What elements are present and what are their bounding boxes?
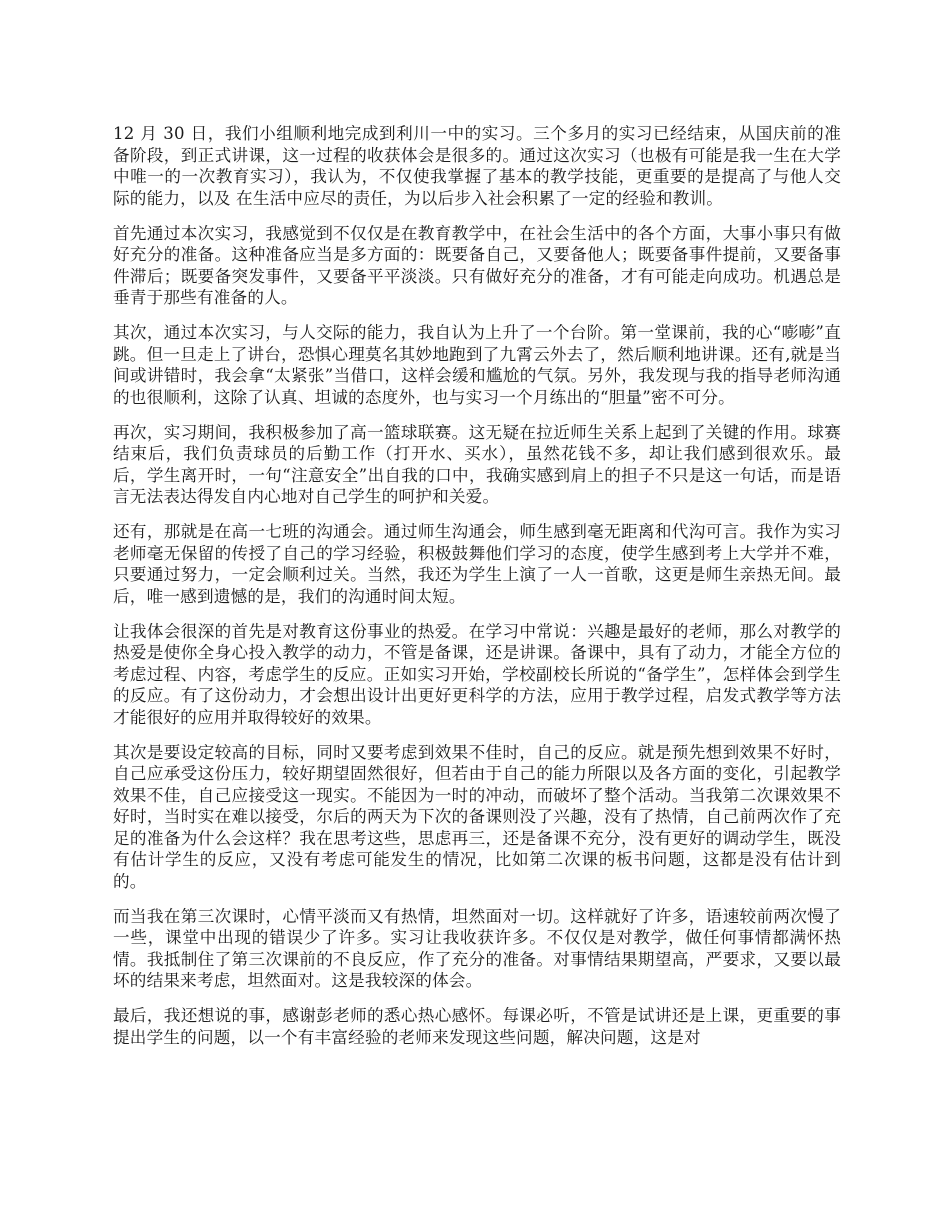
paragraph-7: 其次是要设定较高的目标，同时又要考虑到效果不佳时，自己的反应。就是预先想到效果不好时，自己应承受这份压力，较好期望固然很好，但若由于自己的能力所限以及各方面的变化，引起教学效果不佳，自己应接受这一现实。不能因为一时的冲动，而破坏了整个活动。当我第二次课效果不好时，当时实在难以接受，尔后的两天为下次的备课则没了兴趣，没有了热情，自己前两次作了充足的准备为什么会这样？我在思考这些，思虑再三，还是备课不充分，没有更好的调动学生，既没有估计学生的反应，又没有考虑可能发生的情况，比如第二次课的板书问题，这都是没有估计到的。 [113,742,841,891]
paragraph-1: 12 月 30 日，我们小组顺利地完成到利川一中的实习。三个多月的实习已经结束，从国庆前的准备阶段，到正式讲课，这一过程的收获体会是很多的。通过这次实习（也极有可能是我一生在大学中唯一的一次教育实习），我认为，不仅使我掌握了基本的教学技能，更重要的是提高了与他人交际的能力，以及 在生活中应尽的责任，为以后步入社会积累了一定的经验和教训。 [113,124,841,208]
paragraph-2: 首先通过本次实习，我感觉到不仅仅是在教育教学中，在社会生活中的各个方面，大事小事只有做好充分的准备。这种准备应当是多方面的：既要备自己，又要备他人；既要备事件提前，又要备事件滞后；既要备突发事件，又要备平平淡淡。只有做好充分的准备，才有可能走向成功。机遇总是垂青于那些有准备的人。 [113,223,841,307]
paragraph-3: 其次，通过本次实习，与人交际的能力，我自认为上升了一个台阶。第一堂课前，我的心“嘭嘭”直跳。但一旦走上了讲台，恐惧心理莫名其妙地跑到了九霄云外去了，然后顺利地讲课。还有,就是当间或讲错时，我会拿“太紧张”当借口，这样会缓和尴尬的气氛。另外，我发现与我的指导老师沟通的也很顺利，这除了认真、坦诚的态度外，也与实习一个月练出的“胆量”密不可分。 [113,323,841,407]
paragraph-4: 再次，实习期间，我积极参加了高一篮球联赛。这无疑在拉近师生关系上起到了关键的作用。球赛结束后，我们负责球员的后勤工作（打开水、买水），虽然花钱不多，却让我们感到很欢乐。最后，学生离开时，一句“注意安全”出自我的口中，我确实感到肩上的担子不只是这一句话，而是语言无法表达得发自内心地对自己学生的呵护和关爱。 [113,422,841,506]
paragraph-5: 还有，那就是在高一七班的沟通会。通过师生沟通会，师生感到毫无距离和代沟可言。我作为实习老师毫无保留的传授了自己的学习经验，积极鼓舞他们学习的态度，使学生感到考上大学并不难，只要通过努力，一定会顺利过关。当然，我还为学生上演了一人一首歌，这更是师生亲热无间。最后，唯一感到遗憾的是，我们的沟通时间太短。 [113,522,841,606]
paragraph-9: 最后，我还想说的事，感谢彭老师的悉心热心感怀。每课必听，不管是试讲还是上课，更重要的事提出学生的问题，以一个有丰富经验的老师来发现这些问题，解决问题，这是对 [113,1006,841,1047]
paragraph-8: 而当我在第三次课时，心情平淡而又有热情，坦然面对一切。这样就好了许多，语速较前两次慢了一些，课堂中出现的错误少了许多。实习让我收获许多。不仅仅是对教学，做任何事情都满怀热情。我抵制住了第三次课前的不良反应，作了充分的准备。对事情结果期望高，严要求，又要以最坏的结果来考虑，坦然面对。这是我较深的体会。 [113,906,841,990]
document-body [113,123,841,1062]
paragraph-6: 让我体会很深的首先是对教育这份事业的热爱。在学习中常说：兴趣是最好的老师，那么对教学的热爱是使你全身心投入教学的动力，不管是备课，还是讲课。备课中，具有了动力，才能全方位的考虑过程、内容，考虑学生的反应。正如实习开始，学校副校长所说的“备学生”，怎样体会到学生的反应。有了这份动力，才会想出设计出更好更科学的方法，应用于教学过程，启发式教学等方法才能很好的应用并取得较好的效果。 [113,621,841,727]
